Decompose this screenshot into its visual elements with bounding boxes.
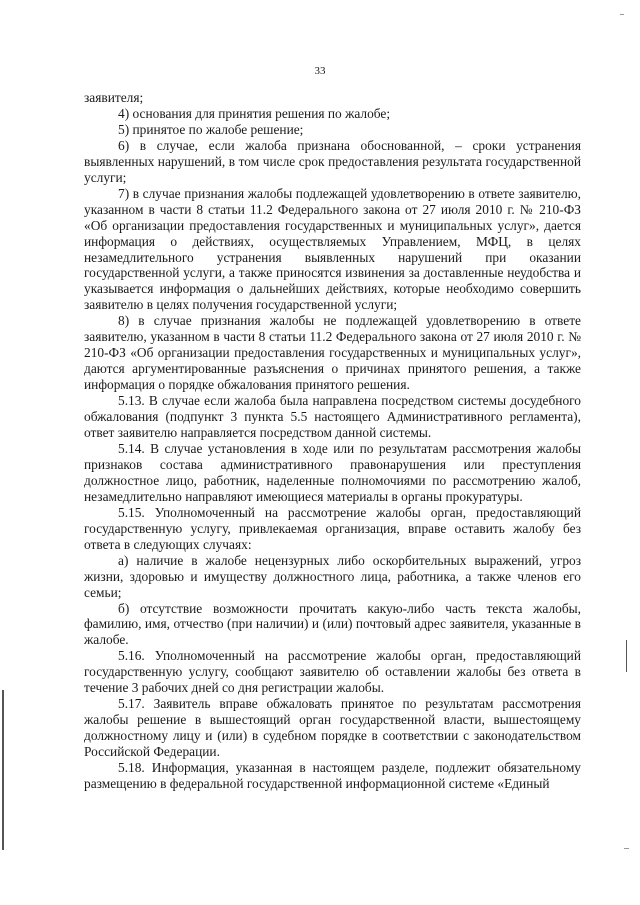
document-body <box>84 90 581 792</box>
scan-edge-mark-right <box>626 640 627 672</box>
section-5-13: 5.13. В случае если жалоба была направлена посредством системы досудебного обжалования (подпункт 3 пункта 5.5 настоящего Административного регламента), ответ заявителю направляется посредством данной системы. <box>84 393 581 441</box>
scan-speck-bottom-right <box>624 848 629 849</box>
list-item-4: 4) основания для принятия решения по жалобе; <box>118 105 391 121</box>
section-5-14: 5.14. В случае установления в ходе или по результатам рассмотрения жалобы признаков состава административного правонарушения или преступления должностное лицо, работник, наделенные полномочиями по рассмотрению жалоб, незамедлительно направляют имеющиеся материалы в органы прокуратуры. <box>84 440 581 504</box>
page-number: 33 <box>314 65 326 77</box>
scan-edge-mark-left <box>2 690 4 850</box>
list-item-7: 7) в случае признания жалобы подлежащей удовлетворению в ответе заявителю, указанном в части 8 статьи 11.2 Федерального закона от 27 июля 2010 г. № 210-ФЗ «Об организации предоставления государственных и муниципальных услуг», дается информация о действиях, осуществляемых Управлением, МФЦ, в целях незамедлительного устранения выявленных нарушений при оказании государственной услуги, а также приносятся извинения за доставленные неудобства и указывается информация о дальнейших действиях, которые необходимо совершить заявителю в целях получения государственной услуги; <box>84 185 581 313</box>
list-item-a: а) наличие в жалобе нецензурных либо оскорбительных выражений, угроз жизни, здоровью и имуществу должностного лица, работника, а также членов его семьи; <box>84 552 581 600</box>
list-item-8: 8) в случае признания жалобы не подлежащей удовлетворению в ответе заявителю, указанном в части 8 статьи 11.2 Федерального закона от 27 июля 2010 г. № 210-ФЗ «Об организации предоставления государственных и муниципальных услуг», даются аргументированные разъяснения о причинах принятого решения, а также информация о порядке обжалования принятого решения. <box>84 313 581 393</box>
list-item-5: 5) принятое по жалобе решение; <box>118 121 304 137</box>
list-item-b: б) отсутствие возможности прочитать какую-либо часть текста жалобы, фамилию, имя, отчество (при наличии) и (или) почтовый адрес заявителя, указанные в жалобе. <box>84 600 581 648</box>
section-5-17: 5.17. Заявитель вправе обжаловать принятое по результатам рассмотрения жалобы решение в вышестоящий орган государственной власти, вышестоящему должностному лицу и (или) в судебном порядке в соответствии с законодательством Российской Федерации. <box>84 696 581 760</box>
scan-speck-top-right <box>620 14 624 15</box>
section-5-15: 5.15. Уполномоченный на рассмотрение жалобы орган, предоставляющий государственную услугу, привлекаемая организация, вправе оставить жалобу без ответа в следующих случаях: <box>84 504 581 552</box>
section-5-18: 5.18. Информация, указанная в настоящем разделе, подлежит обязательному размещению в федеральной государственной информационной системе «Единый <box>84 760 581 791</box>
list-item-6: 6) в случае, если жалоба признана обоснованной, – сроки устранения выявленных нарушений, в том числе срок предоставления результата государственной услуги; <box>84 137 581 185</box>
paragraph-continuation: заявителя; <box>84 90 144 105</box>
section-5-16: 5.16. Уполномоченный на рассмотрение жалобы орган, предоставляющий государственную услугу, сообщают заявителю об оставлении жалобы без ответа в течение 3 рабочих дней со дня регистрации жалобы. <box>84 648 581 696</box>
